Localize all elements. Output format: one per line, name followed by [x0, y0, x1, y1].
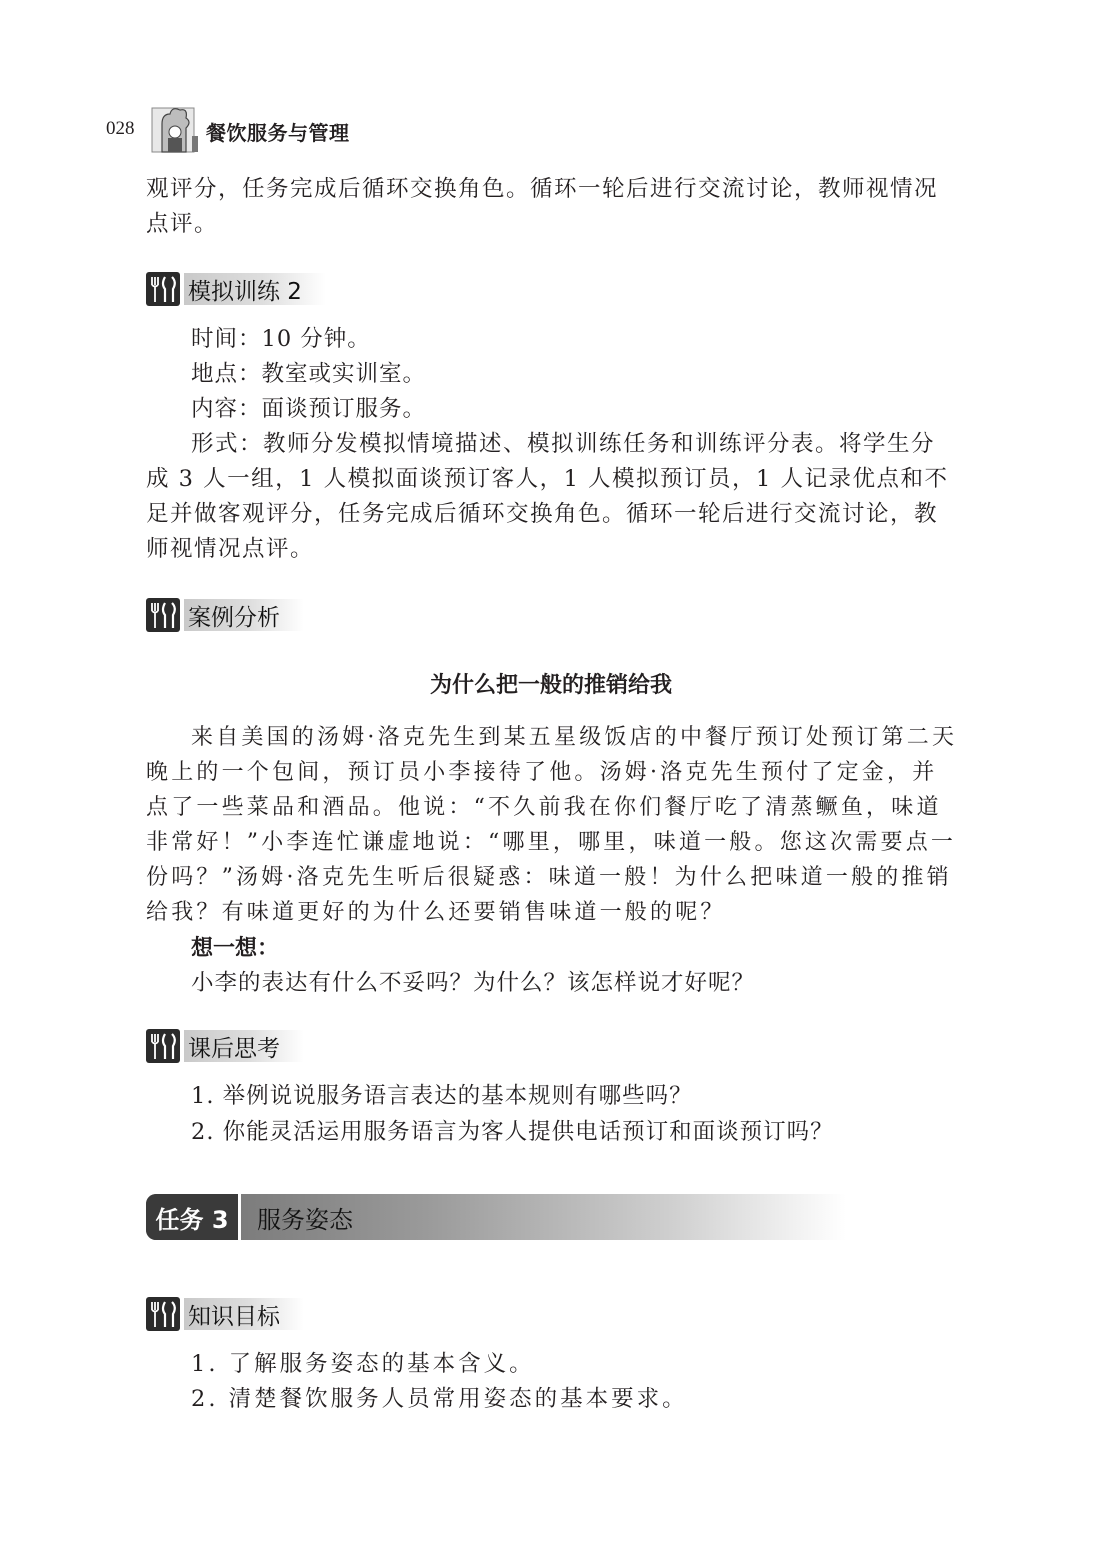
section-sim-training-2 — [146, 271, 326, 307]
list-item: 2. 你能灵活运用服务语言为客人提供电话预订和面谈预订吗？ — [191, 1119, 834, 1145]
sim-time: 时间：10 分钟。 — [191, 326, 371, 352]
section-heading: 课后思考 — [184, 1030, 304, 1062]
book-title: 餐饮服务与管理 — [206, 121, 350, 145]
page-number: 028 — [106, 118, 135, 139]
sim-form: 形式：教师分发模拟情境描述、模拟训练任务和训练评分表。将学生分成 3 人一组，1 人模拟面谈预订客人，1 人模拟预订员，1 人记录优点和不足并做客观评分，任务完成后循环交换角色。循环一轮后进行交流讨论，教师视情况点评。 — [146, 431, 949, 562]
list-item: 2. 清楚餐饮服务人员常用姿态的基本要求。 — [191, 1386, 688, 1412]
task-number: 任务 3 — [146, 1194, 241, 1240]
section-knowledge-goals — [146, 1296, 304, 1332]
think-label: 想一想： — [191, 936, 280, 961]
section-heading: 模拟训练 2 — [184, 273, 326, 305]
section-case-analysis — [146, 597, 304, 633]
task-banner — [146, 1194, 846, 1240]
think-question: 小李的表达有什么不妥吗？为什么？该怎样说才好呢？ — [191, 970, 756, 996]
list-item: 1. 了解服务姿态的基本含义。 — [191, 1351, 535, 1377]
section-heading: 知识目标 — [184, 1298, 304, 1330]
fork-knife-icon — [146, 1029, 180, 1063]
section-heading: 案例分析 — [184, 599, 304, 631]
page-header — [106, 100, 506, 160]
chef-logo-icon — [148, 102, 202, 156]
sim-content: 内容：面谈预订服务。 — [191, 396, 427, 422]
case-title: 为什么把一般的推销给我 — [429, 673, 672, 698]
section-after-class — [146, 1028, 304, 1064]
fork-knife-icon — [146, 272, 180, 306]
list-item: 1. 举例说说服务语言表达的基本规则有哪些吗？ — [191, 1083, 693, 1109]
case-body: 来自美国的汤姆·洛克先生到某五星级饭店的中餐厅预订处预订第二天晚上的一个包间，预订员小李接待了他。汤姆·洛克先生预付了定金，并点了一些菜品和酒品。他说：“不久前我在你们餐厅吃了清蒸鳜鱼，味道非常好！”小李连忙谦虚地说：“哪里，哪里，味道一般。您这次需要点一份吗？”汤姆·洛克先生听后很疑惑：味道一般！为什么把味道一般的推销给我？有味道更好的为什么还要销售味道一般的呢？ — [146, 725, 958, 925]
fork-knife-icon — [146, 1297, 180, 1331]
fork-knife-icon — [146, 598, 180, 632]
sim-place: 地点：教室或实训室。 — [191, 361, 427, 387]
intro-paragraph: 观评分，任务完成后循环交换角色。循环一轮后进行交流讨论，教师视情况点评。 — [146, 176, 939, 237]
task-title: 服务姿态 — [257, 1205, 353, 1234]
